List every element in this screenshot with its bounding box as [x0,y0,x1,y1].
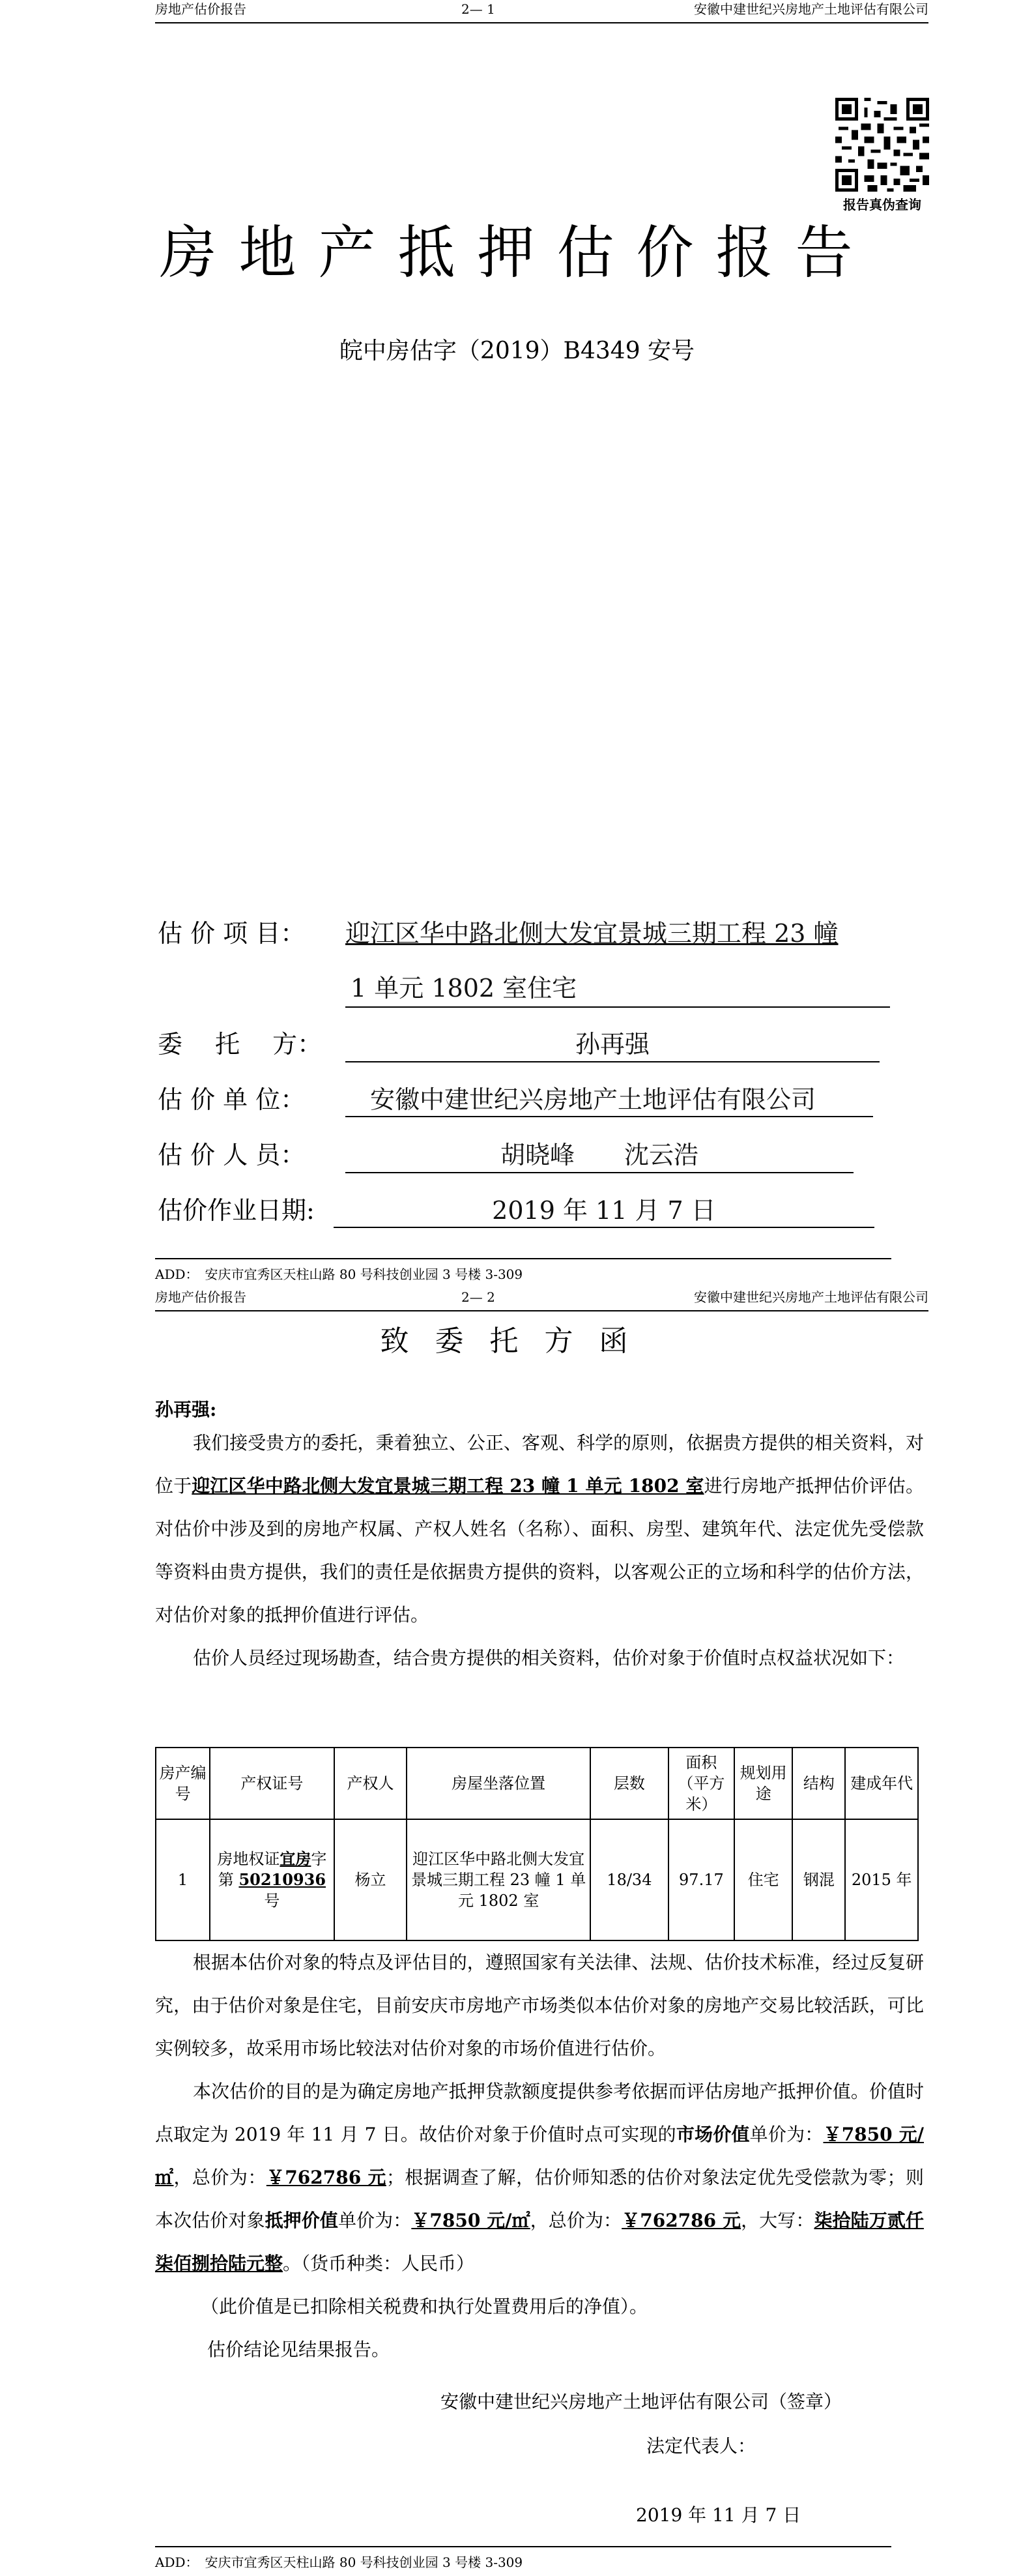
field-label-client: 委 托 方： [158,1030,323,1059]
underline [345,1061,880,1062]
footer-address: ADD： 安庆市宜秀区天柱山路 80 号科技创业园 3 号楼 3-309 [155,2554,523,2570]
cell-structure: 钢混 [792,1819,845,1940]
underline [345,1172,854,1173]
qr-code-icon[interactable] [835,98,929,192]
field-label-agency: 估 价 单 位： [158,1085,306,1114]
header-page-number: 2— 1 [461,1,495,17]
table-header-cell: 产权证号 [210,1748,334,1819]
field-value-project: 迎江区华中路北侧大发宜景城三期工程 23 幢 [345,919,839,948]
field-value-project-line2: 1 单元 1802 室住宅 [351,974,577,1003]
table-row [156,1819,918,1940]
report-title: 房地产抵押估价报告 [159,219,875,286]
table-header-cell: 面积（平方米） [668,1748,734,1819]
text: 字第 [218,1850,327,1889]
table-header-cell: 房屋坐落位置 [407,1748,590,1819]
unit-price: ￥7850 元/㎡ [155,2124,925,2188]
underline [345,1006,890,1008]
cell-no: 1 [156,1819,210,1940]
field-value-agency: 安徽中建世纪兴房地产土地评估有限公司 [370,1085,816,1114]
cell-owner: 杨立 [334,1819,407,1940]
paragraph-survey: 估价人员经过现场勘查，结合贵方提供的相关资料，估价对象于价值时点权益状况如下： [193,1647,905,1669]
header-right: 安徽中建世纪兴房地产土地评估有限公司 [694,1,928,17]
header-page-number: 2— 2 [461,1289,495,1305]
total-price-words: 柒拾陆万贰仟柒佰捌拾陆元整 [155,2210,924,2274]
table-header-cell: 房产编号 [156,1748,210,1819]
signature-date: 2019 年 11 月 7 日 [636,2504,801,2526]
text: 单价为： [337,2210,412,2231]
cell-cert [210,1819,334,1940]
footer-rule [155,2546,891,2547]
paragraph-intro [155,1422,924,1637]
letter-page [0,1288,1034,2576]
cell-area: 97.17 [668,1819,734,1940]
report-number: 皖中房估字（2019）B4349 安号 [339,338,695,364]
paragraph-valuation [155,2070,924,2285]
field-label-date: 估价作业日期: [158,1196,315,1225]
field-label-appraisers: 估 价 人 员： [158,1141,306,1169]
table-header-cell: 层数 [590,1748,668,1819]
text: 单价为： [749,2124,824,2145]
page-header [155,1288,928,1311]
footer-rule [155,1258,891,1259]
field-value-appraisers: 胡晓峰 沈云浩 [500,1141,698,1169]
field-value-client: 孙再强 [575,1030,650,1059]
text: 本次估价的目的是为确定房地产抵押贷款额度提供参考依据而评估房地产抵押价值。价值时点取定为 2019 年 11 月 7 日。故估价对象于价值时点可实现的 [155,2081,924,2145]
table-header-row [156,1748,918,1819]
text: 宜房 [280,1849,311,1868]
paragraph-note: （此价值是已扣除相关税费和执行处置费用后的净值）。 [201,2296,648,2317]
text: 抵押价值 [265,2210,338,2231]
header-left: 房地产估价报告 [155,1289,246,1305]
page-header [155,0,928,23]
field-label-project: 估 价 项 目： [158,919,306,948]
unit-price: ￥7850 元/㎡ [411,2210,530,2231]
text: 进行房地产抵押估价评估。对估价中涉及到的房地产权属、产权人姓名（名称）、面积、房型、建筑年代、法定优先受偿款等资料由贵方提供，我们的责任是依据贵方提供的资料，以客观公正的立场和科学的估价方法，对估价对象的抵押价值进行评估。 [155,1475,924,1626]
table-header-cell: 建成年代 [845,1748,918,1819]
text: 市场价值 [676,2124,750,2145]
header-left: 房地产估价报告 [155,1,246,17]
signature-representative: 法定代表人： [646,2435,756,2457]
text: ；根据调查了解，估价师知悉的估价对象法定优先受偿款为零；则本次估价对象 [155,2167,924,2231]
text: 50210936 [238,1870,326,1889]
table-header-cell: 规划用途 [734,1748,792,1819]
cell-floors: 18/34 [590,1819,668,1940]
text: ，总价为： [530,2210,622,2231]
cell-year: 2015 年 [845,1819,918,1940]
paragraph-method: 根据本估价对象的特点及评估目的，遵照国家有关法律、法规、估价技术标准，经过反复研究，由于估价对象是住宅，目前安庆市房地产市场类似本估价对象的房地产交易比较活跃，可比实例较多，故采用市场比较法对估价对象的市场价值进行估价。 [155,1952,924,2059]
salutation: 孙再强: [155,1399,217,1420]
table-header-cell: 产权人 [334,1748,407,1819]
paragraph-conclusion: 估价结论见结果报告。 [207,2339,390,2360]
text: 我们接受贵方的委托，秉着独立、公正、客观、科学的原则，依据贵方提供的相关资料，对位于 [155,1432,924,1497]
footer-address: ADD： 安庆市宜秀区天柱山路 80 号科技创业园 3 号楼 3-309 [155,1266,523,1282]
text: 号 [264,1892,280,1910]
cell-use: 住宅 [734,1819,792,1940]
header-right: 安徽中建世纪兴房地产土地评估有限公司 [694,1289,928,1305]
text: 。（货币种类：人民币） [283,2253,475,2274]
text: ，总价为： [173,2167,266,2188]
signature-company: 安徽中建世纪兴房地产土地评估有限公司（签章） [440,2391,842,2412]
cell-location: 迎江区华中路北侧大发宜景城三期工程 23 幢 1 单元 1802 室 [407,1819,590,1940]
subject-address: 迎江区华中路北侧大发宜景城三期工程 23 幢 1 单元 1802 室 [192,1475,704,1497]
property-table [155,1747,919,1941]
qr-caption: 报告真伪查询 [843,197,921,212]
underline [345,1116,873,1117]
table-header-cell: 结构 [792,1748,845,1819]
text: ，大写： [741,2210,814,2231]
total-price: ￥762786 元 [266,2167,386,2188]
text: 房地权证 [217,1850,280,1868]
field-value-date: 2019 年 11 月 7 日 [492,1196,716,1225]
total-price: ￥762786 元 [622,2210,741,2231]
letter-title: 致委托方函 [380,1325,654,1358]
underline [334,1227,874,1228]
